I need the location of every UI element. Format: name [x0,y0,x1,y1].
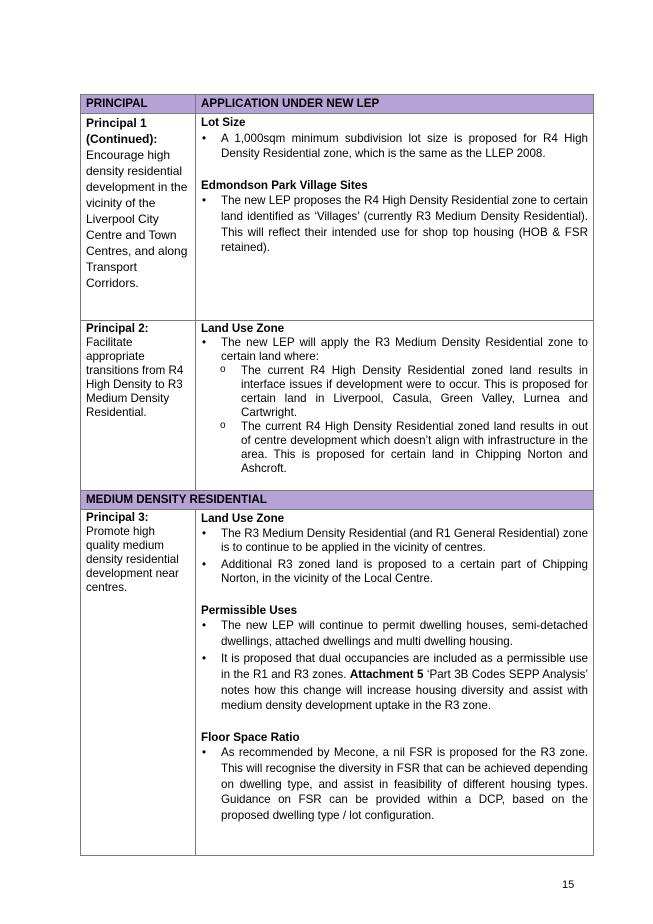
principles-table [80,94,594,856]
list-item: • The new LEP proposes the R4 High Density Residential zone to certain land identified as ‘Villages’ (currently R3 Medium Density Residential). This will reflect their intended use for shop top housing (HOB & FSR retained). [201,193,588,255]
list-item: • The R3 Medium Density Residential (and R1 General Residential) zone is to continue to be applied in the vicinity of centres. [201,527,588,556]
page-number: 15 [562,879,575,891]
principal-title: Principal 1 (Continued): [86,116,158,146]
application-cell [196,321,594,491]
section-heading: Land Use Zone [201,322,285,335]
bullet-list [201,745,588,823]
principal-description: Encourage high density residential development in the vicinity of the Liverpool City Centre and Town Centres, and along Transport Corridors. [86,148,188,290]
list-item-text: It is proposed that dual occupancies are included as a permissible use in the R1 and R3 zones. [221,652,588,681]
list-item [201,651,588,713]
section-header-row [81,491,594,510]
list-item: • A 1,000sqm minimum subdivision lot size is proposed for R4 High Density Residential zone, which is the same as the LLEP 2008. [201,131,588,162]
principal-title: Principal 3: [86,511,149,524]
header-principal: PRINCIPAL [81,95,196,114]
table-row [81,321,594,491]
bullet-list [201,131,588,162]
principal-description: Promote high quality medium density residential development near centres. [86,525,179,594]
principal-cell [81,321,196,491]
list-item: • As recommended by Mecone, a nil FSR is proposed for the R3 zone. This will recognise the diversity in FSR that can be achieved depending on dwelling type, and assist in feasibility of different housing types. Guidance on FSR can be provided within a DCP, based on the proposed dwelling type / lot configuration. [201,745,588,823]
sub-list-item: o The current R4 High Density Residential zoned land results in interface issues if development were to occur. This is proposed for certain land in Liverpool, Casula, Green Valley, Lurnea and Cartwright. [201,364,588,420]
sub-list [201,364,588,476]
attachment-reference: Attachment 5 [349,667,424,681]
header-application: APPLICATION UNDER NEW LEP [196,95,594,114]
list-item-text: ‘Part 3B Codes SEPP Analysis’ notes how this change will increase housing diversity and assist with medium density development uptake in the R3 zone. [221,667,588,713]
principal-cell [81,114,196,321]
table-header-row [81,95,594,114]
list-item: • The new LEP will continue to permit dwelling houses, semi-detached dwellings, attached dwellings and multi dwelling housing. [201,618,588,649]
application-cell [196,510,594,856]
table-row [81,114,594,321]
bullet-list [201,193,588,255]
section-heading: Land Use Zone [201,512,285,525]
table-row [81,510,594,856]
section-title: MEDIUM DENSITY RESIDENTIAL [81,491,594,510]
bullet-list [201,618,588,714]
bullet-list [201,336,588,476]
section-heading: Edmondson Park Village Sites [201,178,368,192]
principal-description: Facilitate appropriate transitions from R4 High Density to R3 Medium Density Residential. [86,336,184,419]
list-item: • Additional R3 zoned land is proposed to a certain part of Chipping Norton, in the vicinity of the Local Centre. [201,558,588,587]
sub-list-item: o The current R4 High Density Residential zoned land results in out of centre development which doesn’t align with infrastructure in the area. This is proposed for certain land in Chipping Norton and Ashcroft. [201,420,588,476]
bullet-list [201,527,588,587]
principal-title: Principal 2: [86,322,149,335]
list-item [201,336,588,476]
section-heading: Permissible Uses [201,603,298,617]
list-item-text: The new LEP will apply the R3 Medium Density Residential zone to certain land where: [221,336,588,363]
principal-cell [81,510,196,856]
section-heading: Floor Space Ratio [201,730,300,744]
application-cell [196,114,594,321]
section-heading: Lot Size [201,116,246,129]
